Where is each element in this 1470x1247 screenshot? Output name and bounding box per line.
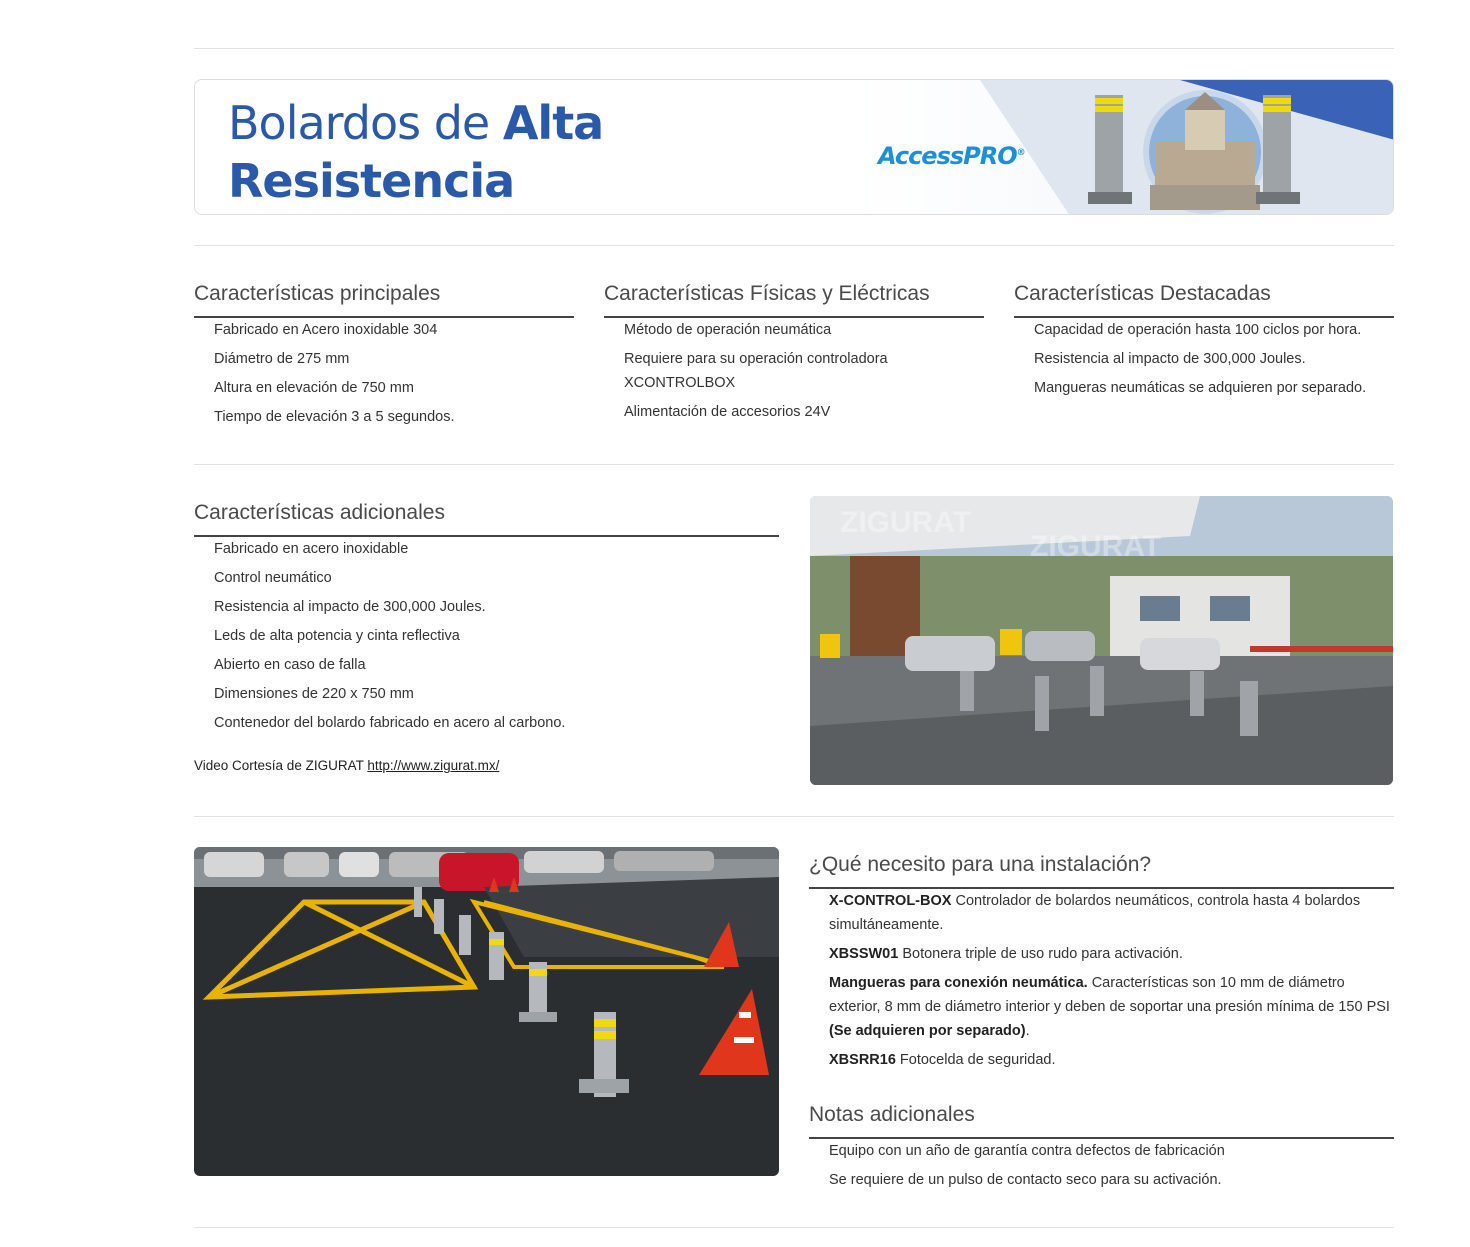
list-item: Mangueras neumáticas se adquieren por separado. (1034, 380, 1367, 396)
item-bold: XBSSW01 (829, 946, 899, 962)
notas-list (829, 1139, 1394, 1197)
list-item: Dimensiones de 220 x 750 mm (214, 686, 414, 702)
list-item: Tiempo de elevación 3 a 5 segundos. (214, 409, 455, 425)
zigurat-link[interactable]: http://www.zigurat.mx/ (367, 758, 500, 773)
item-text: Controlador de bolardos neumáticos, controla hasta 4 bolardos simultáneamente. (829, 893, 1361, 933)
list-item: Resistencia al impacto de 300,000 Joules. (214, 599, 486, 615)
watermark-text: ZIGURAT (1030, 530, 1162, 563)
instalacion-title: ¿Qué necesito para una instalación? (809, 853, 1152, 876)
credit-text: Video Cortesía de ZIGURAT (194, 758, 368, 773)
list-item: Capacidad de operación hasta 100 ciclos por hora. (1034, 322, 1362, 338)
logo-text: AccessPRO (878, 142, 1017, 170)
bollards-row-image (194, 847, 779, 1176)
item-bold: Mangueras para conexión neumática. (829, 975, 1088, 991)
hero-banner (194, 79, 1394, 215)
divider-after-features (194, 464, 1394, 465)
list-item (829, 889, 1394, 937)
list-item: Fabricado en acero inoxidable (214, 541, 409, 557)
adicionales-title: Características adicionales (194, 501, 445, 524)
parking-entrance-photo (810, 496, 1393, 785)
list-item (829, 971, 1394, 1043)
banner-title-line2: Resistencia (228, 154, 515, 208)
list-item: Abierto en caso de falla (214, 657, 366, 673)
principales-list (214, 318, 574, 434)
list-item: Se requiere de un pulso de contacto seco para su activación. (829, 1172, 1222, 1188)
list-item: Diámetro de 275 mm (214, 351, 350, 367)
item-text: . (1025, 1023, 1030, 1039)
fisicas-list (624, 318, 924, 429)
parking-entrance-image (810, 496, 1393, 785)
item-text: Características son 10 mm de diámetro exterior, 8 mm de diámetro interior y deben de soportar una presión mínima de 150 PSI (829, 975, 1390, 1015)
notas-title: Notas adicionales (809, 1103, 975, 1126)
destacadas-list (1034, 318, 1394, 405)
item-bold: XBSRR16 (829, 1052, 896, 1068)
item-text: Botonera triple de uso rudo para activación. (898, 946, 1183, 962)
list-item: Método de operación neumática (624, 322, 832, 338)
list-item: Alimentación de accesorios 24V (624, 404, 831, 420)
list-item (829, 942, 1394, 966)
divider-after-banner (194, 245, 1394, 246)
list-item: Requiere para su operación controladora XCONTROLBOX (624, 351, 888, 391)
destacadas-title: Características Destacadas (1014, 282, 1271, 305)
list-item: Contenedor del bolardo fabricado en acero al carbono. (214, 715, 566, 731)
video-credit (194, 758, 499, 773)
watermark-text: ZIGURAT (840, 506, 972, 539)
principales-title: Características principales (194, 282, 441, 305)
item-bold: (Se adquieren por separado) (829, 1023, 1026, 1039)
divider-after-adicionales (194, 816, 1394, 817)
adicionales-list (214, 537, 774, 740)
list-item: Control neumático (214, 570, 332, 586)
banner-title-bold: Alta (502, 96, 604, 150)
list-item: Equipo con un año de garantía contra defectos de fabricación (829, 1143, 1225, 1159)
bollards-row-photo (194, 847, 779, 1176)
fisicas-title: Características Físicas y Eléctricas (604, 282, 930, 305)
list-item: Altura en elevación de 750 mm (214, 380, 414, 396)
divider-bottom (194, 1227, 1394, 1228)
list-item: Leds de alta potencia y cinta reflectiva (214, 628, 460, 644)
banner-title-line1 (228, 96, 603, 150)
list-item: Fabricado en Acero inoxidable 304 (214, 322, 438, 338)
item-text: Fotocelda de seguridad. (895, 1052, 1056, 1068)
banner-bollard-illustration (980, 80, 1394, 215)
list-item (829, 1048, 1394, 1072)
banner-title-text: Bolardos de (228, 96, 503, 150)
logo-registered-mark: ® (1016, 148, 1025, 158)
item-bold: X-CONTROL-BOX (829, 893, 952, 909)
list-item: Resistencia al impacto de 300,000 Joules. (1034, 351, 1306, 367)
divider-top (194, 48, 1394, 49)
instalacion-list (829, 889, 1394, 1077)
